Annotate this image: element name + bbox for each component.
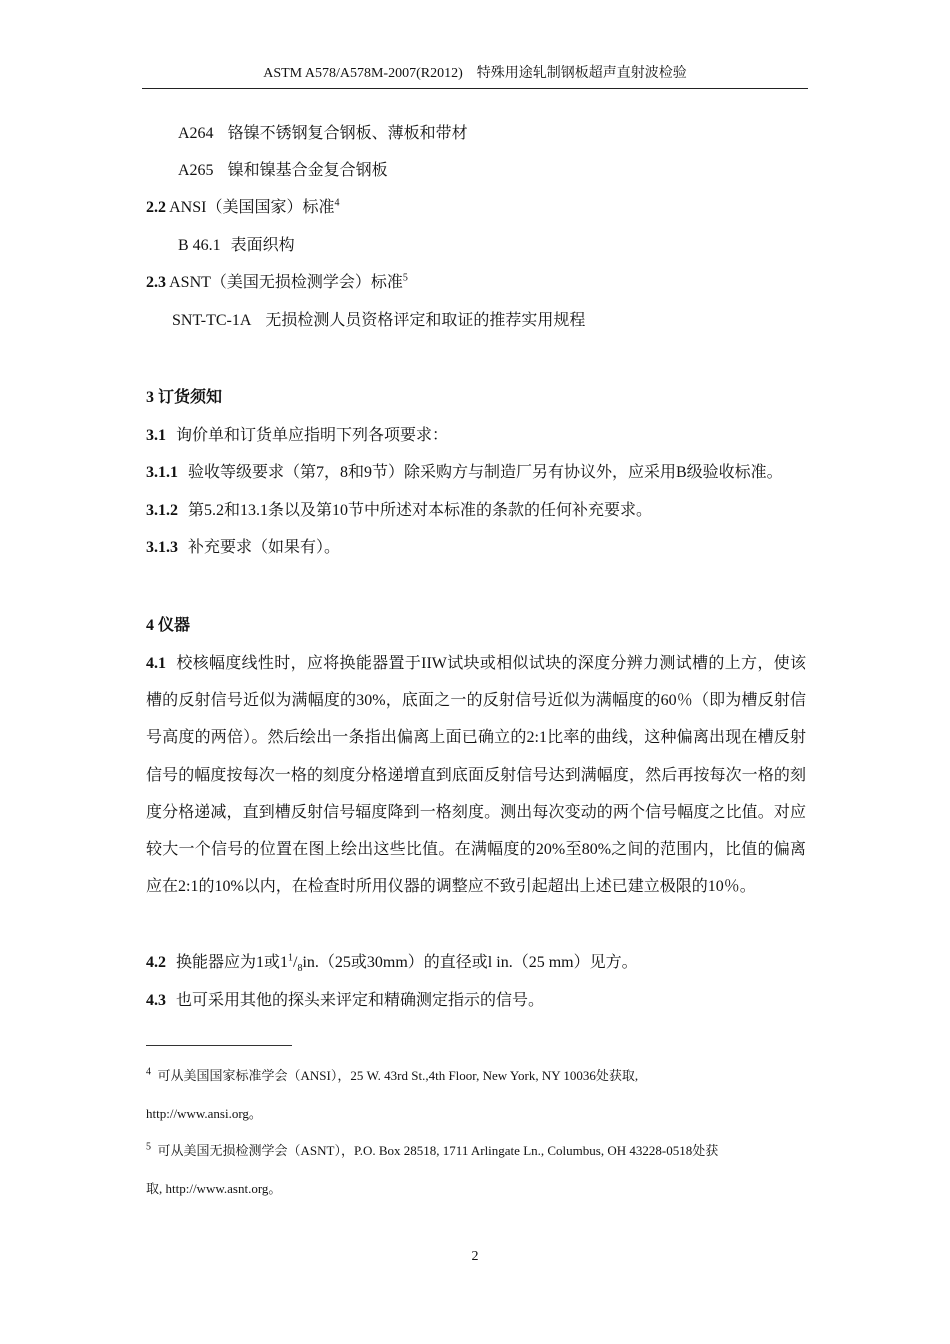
reference-title: 镍和镍基合金复合钢板 xyxy=(227,162,388,179)
footnote-ref-4: 4 xyxy=(334,197,340,209)
footnote-mark: 5 xyxy=(146,1141,151,1153)
clause-number: 2.2 xyxy=(146,199,166,216)
document-title: 特殊用途轧制钢板超声直射波检验 xyxy=(476,66,687,81)
clause-4-2 xyxy=(146,952,638,974)
clause-text: 校核幅度线性时，应将换能器置于IIW试块或相似试块的深度分辨力测试槽的上方，使该槽的反射信号近似为满幅度的30%，底面之一的反射信号近似为满幅度的60％（即为槽反射信号高度的两倍）。然后绘出一条指出偏离上面已确立的2:1比率的曲线，这种偏离出现在槽反射信号的幅度按每次一格的刻度分格递增直到底面反射信号达到满幅度，然后再按每次一格的刻度分格递减，直到槽反射信号辐度降到一格刻度。测出每次变动的两个信号幅度之比值。对应较大一个信号的位置在图上绘出这些比值。在满幅度的20%至80%之间的范围内，比值的偏离应在2:1的10%以内，在检查时所用仪器的调整应不致引起超出上述已建立极限的10％。 xyxy=(146,655,806,896)
clause-number: 4.3 xyxy=(146,992,166,1009)
clause-2-3 xyxy=(146,272,408,294)
clause-3-1-1 xyxy=(146,462,783,484)
footnote-link-asnt[interactable]: 取, http://www.asnt.org。 xyxy=(146,1181,282,1196)
clause-2-2 xyxy=(146,197,339,219)
footnote-text: 可从美国无损检测学会（ASNT），P.O. Box 28518, 1711 Arlingate Ln., Columbus, OH 43228-0518处获 xyxy=(157,1143,719,1158)
reference-code: SNT-TC-1A xyxy=(172,312,252,329)
footnote-divider xyxy=(146,1045,292,1046)
clause-number: 3.1.3 xyxy=(146,539,178,556)
clause-number: 4.2 xyxy=(146,954,166,971)
fraction-numerator: 1 xyxy=(288,952,294,964)
clause-4-1 xyxy=(146,645,806,905)
page-header xyxy=(142,64,808,89)
clause-text: 换能器应为1或1 xyxy=(176,954,289,971)
clause-text: 询价单和订货单应指明下列各项要求： xyxy=(176,427,449,444)
page-number: 2 xyxy=(471,1249,479,1264)
footnote-text: 可从美国国家标准学会（ANSI），25 W. 43rd St.,4th Floor, New York, NY 10036处获取, xyxy=(157,1068,639,1083)
reference-b46-1 xyxy=(178,235,295,257)
section-4-heading: 4 仪器 xyxy=(146,617,191,634)
clause-text: 第5.2和13.1条以及第10节中所述对本标准的条款的任何补充要求。 xyxy=(188,502,653,519)
reference-title: 表面织构 xyxy=(230,237,295,254)
reference-code: A265 xyxy=(178,162,214,179)
clause-text: ASNT（美国无损检测学会）标准 xyxy=(169,274,403,291)
clause-number: 3.1.2 xyxy=(146,502,178,519)
reference-code: B 46.1 xyxy=(178,237,221,254)
reference-title: 铬镍不锈钢复合钢板、薄板和带材 xyxy=(227,125,468,142)
section-3-heading: 3 订货须知 xyxy=(146,389,223,406)
reference-snt-tc-1a xyxy=(172,310,585,332)
clause-4-3 xyxy=(146,990,544,1012)
clause-number: 4.1 xyxy=(146,655,166,672)
clause-text-cont: in.（25或30mm）的直径或l in.（25 mm）见方。 xyxy=(302,954,638,971)
footnote-4 xyxy=(146,1057,808,1133)
fraction-slash: / xyxy=(293,954,298,971)
footnote-mark: 4 xyxy=(146,1066,151,1078)
clause-text: ANSI（美国国家）标准 xyxy=(169,199,335,216)
reference-code: A264 xyxy=(178,125,214,142)
standard-code: ASTM A578/A578M-2007(R2012) xyxy=(263,66,463,81)
clause-text: 也可采用其他的探头来评定和精确测定指示的信号。 xyxy=(176,992,545,1009)
reference-title: 无损检测人员资格评定和取证的推荐实用规程 xyxy=(265,312,586,329)
reference-a264 xyxy=(178,123,468,145)
clause-number: 3.1 xyxy=(146,427,166,444)
clause-number: 3.1.1 xyxy=(146,464,178,481)
fraction-denominator: 8 xyxy=(297,963,303,975)
clause-text: 补充要求（如果有）。 xyxy=(188,539,341,556)
clause-number: 2.3 xyxy=(146,274,166,291)
footnote-ref-5: 5 xyxy=(402,272,408,284)
reference-a265 xyxy=(178,160,388,182)
clause-3-1-3 xyxy=(146,537,340,559)
clause-3-1 xyxy=(146,425,448,447)
clause-text: 验收等级要求（第7，8和9节）除采购方与制造厂另有协议外，应采用B级验收标准。 xyxy=(188,464,783,481)
footnote-5 xyxy=(146,1132,808,1208)
clause-3-1-2 xyxy=(146,500,652,522)
footnote-link-ansi[interactable]: http://www.ansi.org。 xyxy=(146,1106,262,1121)
